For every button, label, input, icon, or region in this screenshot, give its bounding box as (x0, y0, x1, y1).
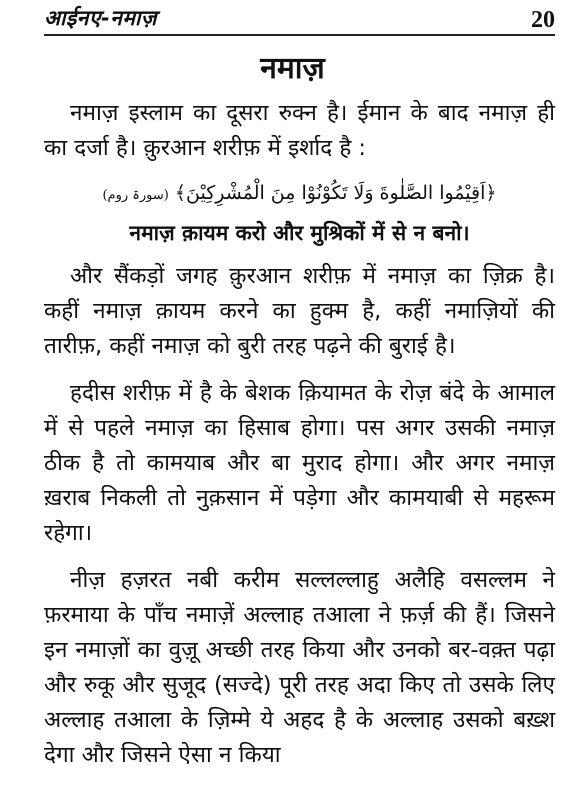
verse-text: ﴿اَقِيْمُوا الصَّلٰوةَ وَلَا تَكُوْنُوْا مِنَ الْمُشْرِكِيْنَ﴾ (174, 182, 497, 204)
quran-verse (44, 178, 555, 211)
verse-reference: (سورۃ روم) (102, 188, 169, 203)
page-header (44, 2, 555, 36)
paragraph-quran-mentions: और सैंकड़ों जगह क़ुरआन शरीफ़ में नमाज़ का ज़िक्र है। कहीं नमाज़ क़ायम करने का हुक्म है, कहीं नमाज़ियों की तारीफ़, कहीं नमाज़ को बुरी तरह पढ़ने की बुराई है। (44, 263, 555, 359)
verse-translation: नमाज़ क़ायम करो और मुश्रिकों में से न बनो। (129, 221, 470, 245)
paragraph-hadith-reckoning: हदीस शरीफ़ में है के बेशक क़ियामत के रोज़ बंदे के आमाल में से पहले नमाज़ का हिसाब होगा। पस अगर उसकी नमाज़ ठीक है तो कामयाब और बा मुराद होगा। और अगर नमाज़ ख़राब निकली तो नुक़सान में पड़ेगा और कामयाबी से महरूम रहेगा। (44, 380, 555, 546)
book-title: आईनए-नमाज़ (44, 6, 157, 30)
page-number: 20 (531, 7, 555, 33)
page-body (44, 96, 555, 785)
chapter-title: नमाज़ (260, 51, 325, 86)
paragraph-five-prayers: नीज़ हज़रत नबी करीम सल्लल्लाहु अलैहि वसल्लम ने फ़रमाया के पाँच नमाज़ें अल्लाह तआला ने फ़र्ज़ की हैं। जिसने इन नमाज़ों का वुज़ू अच्छी तरह किया और उनको बर-वक़्त पढ़ा और रुकू और सुजूद (सज्दे) पूरी तरह अदा किए तो उसके लिए अल्लाह तआला के ज़िम्मे ये अहद है के अल्लाह उसको बख़्श देगा और जिसने ऐसा न किया (44, 567, 555, 768)
paragraph-intro: नमाज़ इस्लाम का दूसरा रुक्न है। ईमान के बाद नमाज़ ही का दर्जा है। क़ुरआन शरीफ़ में इर्शाद है : (44, 100, 555, 161)
